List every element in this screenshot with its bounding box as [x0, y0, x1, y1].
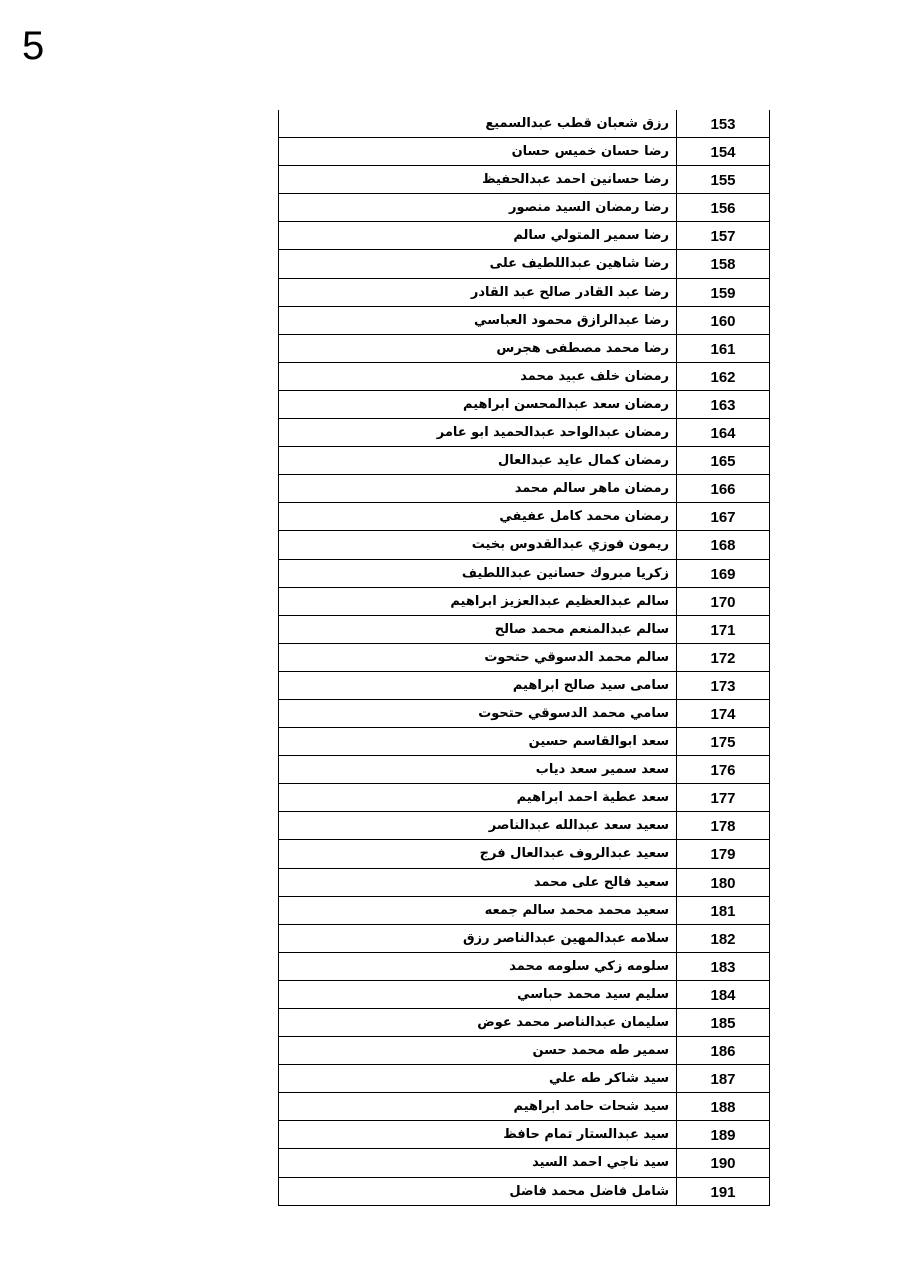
table-row	[279, 391, 769, 419]
table-row	[279, 1037, 769, 1065]
name-cell: سعيد عبدالروف عبدالعال فرج	[279, 840, 677, 867]
table-row	[279, 925, 769, 953]
serial-number-cell: 165	[710, 453, 736, 471]
name-cell: سعد سمير سعد دياب	[279, 756, 677, 783]
name-cell: رمضان ماهر سالم محمد	[279, 475, 677, 502]
table-row	[279, 1065, 769, 1093]
serial-number-cell: 159	[710, 284, 736, 302]
name-cell: رزق شعبان قطب عبدالسميع	[279, 110, 677, 137]
name-cell: سيد ناجي احمد السيد	[279, 1149, 677, 1176]
serial-number-cell: 178	[710, 818, 736, 836]
name-cell: سعد عطية احمد ابراهيم	[279, 784, 677, 811]
serial-number-cell: 171	[710, 621, 736, 639]
table-row	[279, 222, 769, 250]
name-cell: سالم عبدالمنعم محمد صالح	[279, 616, 677, 643]
table-row	[279, 644, 769, 672]
name-cell: رضا سمير المتولي سالم	[279, 222, 677, 249]
serial-number-cell: 168	[710, 537, 736, 555]
names-table	[278, 110, 770, 1206]
table-row	[279, 728, 769, 756]
serial-number-cell: 166	[710, 481, 736, 499]
table-row	[279, 503, 769, 531]
serial-number-cell: 188	[710, 1099, 736, 1117]
name-cell: سالم محمد الدسوقي حتحوت	[279, 644, 677, 671]
name-cell: رضا رمضان السيد منصور	[279, 194, 677, 221]
serial-number-cell: 183	[710, 958, 736, 976]
serial-number-cell: 186	[710, 1043, 736, 1061]
name-cell: سليم سيد محمد حباسي	[279, 981, 677, 1008]
table-row	[279, 840, 769, 868]
table-row	[279, 531, 769, 559]
name-cell: رمضان عبدالواحد عبدالحميد ابو عامر	[279, 419, 677, 446]
table-row	[279, 897, 769, 925]
name-cell: رضا عبدالرازق محمود العباسي	[279, 307, 677, 334]
serial-number-cell: 185	[710, 1015, 736, 1032]
name-cell: زكريا مبروك حسانين عبداللطيف	[279, 560, 677, 587]
table-row	[279, 1009, 769, 1037]
serial-number-cell: 167	[710, 509, 736, 527]
serial-number-cell: 158	[710, 256, 736, 274]
serial-number-cell: 160	[710, 312, 736, 330]
serial-number-cell: 153	[710, 116, 736, 133]
serial-number-cell: 175	[710, 734, 736, 752]
name-cell: رمضان محمد كامل عفيفي	[279, 503, 677, 530]
table-row	[279, 419, 769, 447]
serial-number-cell: 180	[710, 874, 736, 892]
serial-number-cell: 191	[710, 1183, 736, 1201]
table-row	[279, 363, 769, 391]
table-row	[279, 756, 769, 784]
table-row	[279, 700, 769, 728]
serial-number-cell: 179	[710, 846, 736, 864]
table-row	[279, 1149, 769, 1177]
table-row	[279, 138, 769, 166]
table-row	[279, 166, 769, 194]
table-row	[279, 869, 769, 897]
serial-number-cell: 169	[710, 565, 736, 583]
name-cell: سعيد فالح على محمد	[279, 869, 677, 896]
name-cell: سيد شحات حامد ابراهيم	[279, 1093, 677, 1120]
table-row	[279, 1178, 769, 1206]
serial-number-cell: 163	[710, 396, 736, 414]
name-cell: رمضان كمال عايد عبدالعال	[279, 447, 677, 474]
name-cell: سعيد محمد محمد سالم جمعه	[279, 897, 677, 924]
name-cell: سلومه زكي سلومه محمد	[279, 953, 677, 980]
name-cell: رضا حسان خميس حسان	[279, 138, 677, 165]
table-row	[279, 279, 769, 307]
name-cell: سمير طه محمد حسن	[279, 1037, 677, 1064]
table-row	[279, 475, 769, 503]
table-row	[279, 672, 769, 700]
name-cell: رمضان خلف عبيد محمد	[279, 363, 677, 390]
name-cell: رضا محمد مصطفى هجرس	[279, 335, 677, 362]
serial-number-cell: 181	[710, 902, 736, 920]
serial-number-cell: 182	[710, 930, 736, 948]
table-row	[279, 307, 769, 335]
table-row	[279, 447, 769, 475]
name-cell: ريمون فوزي عبدالقدوس بخيت	[279, 531, 677, 558]
page-number: 5	[22, 24, 45, 68]
name-cell: سالم عبدالعظيم عبدالعزيز ابراهيم	[279, 588, 677, 615]
serial-number-cell: 164	[710, 425, 736, 443]
serial-number-cell: 184	[710, 986, 736, 1004]
name-cell: سامي محمد الدسوقي حتحوت	[279, 700, 677, 727]
serial-number-cell: 155	[710, 172, 736, 190]
name-cell: سعد ابوالقاسم حسين	[279, 728, 677, 755]
name-cell: سليمان عبدالناصر محمد عوض	[279, 1009, 677, 1036]
serial-number-cell: 173	[710, 677, 736, 695]
serial-number-cell: 187	[710, 1071, 736, 1089]
table-row	[279, 588, 769, 616]
serial-number-cell: 161	[710, 340, 736, 358]
table-row	[279, 335, 769, 363]
table-row	[279, 784, 769, 812]
table-row	[279, 1121, 769, 1149]
name-cell: سامى سيد صالح ابراهيم	[279, 672, 677, 699]
table-row	[279, 812, 769, 840]
name-cell: رضا شاهين عبداللطيف على	[279, 250, 677, 277]
serial-number-cell: 172	[710, 649, 736, 667]
serial-number-cell: 170	[710, 593, 736, 611]
serial-number-cell: 174	[710, 705, 736, 723]
table-row	[279, 1093, 769, 1121]
serial-number-cell: 190	[710, 1155, 736, 1173]
table-row	[279, 194, 769, 222]
name-cell: سلامه عبدالمهين عبدالناصر رزق	[279, 925, 677, 952]
name-cell: سعيد سعد عبدالله عبدالناصر	[279, 812, 677, 839]
serial-number-cell: 189	[710, 1127, 736, 1145]
serial-number-cell: 176	[710, 762, 736, 780]
table-row	[279, 560, 769, 588]
table-row	[279, 981, 769, 1009]
serial-number-cell: 177	[710, 790, 736, 808]
name-cell: سيد شاكر طه علي	[279, 1065, 677, 1092]
table-row	[279, 616, 769, 644]
serial-number-cell: 157	[710, 228, 736, 246]
name-cell: رضا حسانين احمد عبدالحفيظ	[279, 166, 677, 193]
name-cell: سيد عبدالستار تمام حافظ	[279, 1121, 677, 1148]
table-row	[279, 250, 769, 278]
serial-number-cell: 156	[710, 200, 736, 218]
serial-number-cell: 162	[710, 368, 736, 386]
name-cell: شامل فاضل محمد فاضل	[279, 1178, 677, 1205]
name-cell: رمضان سعد عبدالمحسن ابراهيم	[279, 391, 677, 418]
serial-number-cell: 154	[710, 144, 736, 162]
table-row	[279, 110, 769, 138]
table-row	[279, 953, 769, 981]
name-cell: رضا عبد القادر صالح عبد القادر	[279, 279, 677, 306]
